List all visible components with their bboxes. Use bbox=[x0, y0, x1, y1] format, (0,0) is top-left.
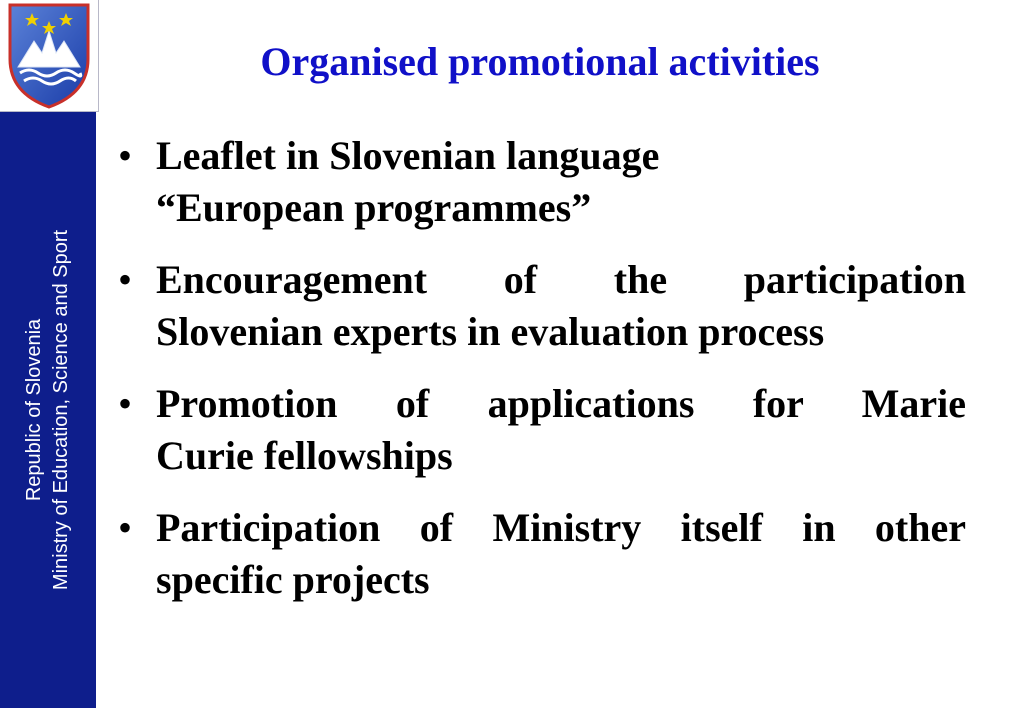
bullet-symbol: • bbox=[118, 133, 133, 178]
side-band-text bbox=[21, 130, 75, 690]
side-band-line-1: Republic of Slovenia bbox=[23, 318, 45, 502]
bullet-text-line: specific projects bbox=[156, 557, 430, 602]
bullet-symbol: • bbox=[118, 381, 133, 426]
bullet-text-line: Leaflet in Slovenian language bbox=[156, 133, 660, 178]
bullet-text-line: “European programmes” bbox=[156, 185, 592, 230]
bullet-symbol: • bbox=[118, 257, 133, 302]
bullet-symbol: • bbox=[118, 505, 133, 550]
crest-container bbox=[0, 0, 99, 112]
bullet-text-line: Encouragement of the participation bbox=[156, 257, 966, 302]
bullet-text-line: Slovenian experts in evaluation process bbox=[156, 309, 825, 354]
slovenia-coat-of-arms-icon bbox=[4, 1, 94, 109]
bullet-item bbox=[118, 254, 966, 358]
bullet-list bbox=[118, 130, 966, 626]
bullet-item bbox=[118, 130, 966, 234]
bullet-item bbox=[118, 502, 966, 606]
bullet-text-line: Curie fellowships bbox=[156, 433, 453, 478]
slide-title: Organised promotional activities bbox=[260, 39, 820, 84]
bullet-text-line: Participation of Ministry itself in other bbox=[156, 505, 966, 550]
bullet-item bbox=[118, 378, 966, 482]
bullet-text-line: Promotion of applications for Marie bbox=[156, 381, 966, 426]
side-band-line-2: Ministry of Education, Science and Sport bbox=[50, 229, 72, 591]
